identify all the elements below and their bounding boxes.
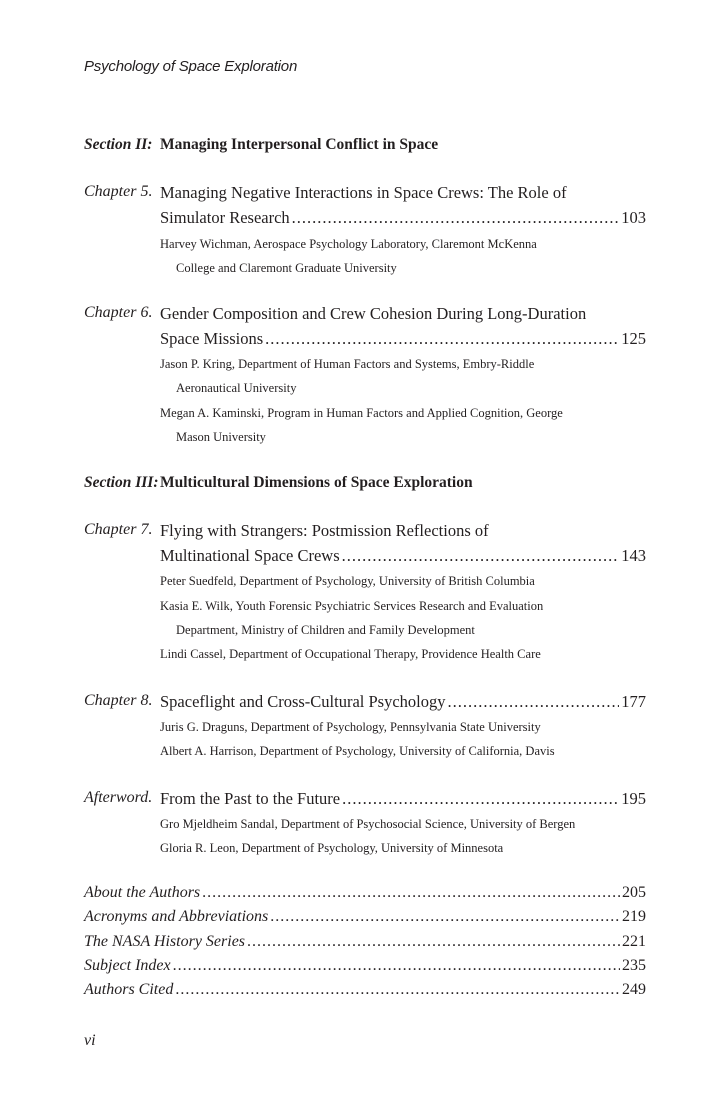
author-line: Juris G. Draguns, Department of Psychology, Pennsylvania State University: [160, 720, 541, 734]
back-matter-title: Authors Cited: [84, 981, 174, 998]
chapter-label: Afterword.: [84, 789, 153, 806]
dot-leader: [202, 884, 620, 902]
author-line: Gloria R. Leon, Department of Psychology, University of Minnesota: [160, 841, 504, 855]
toc-entry-line[interactable]: [160, 546, 646, 566]
back-matter-entry[interactable]: [84, 933, 646, 951]
toc-entry-line[interactable]: [160, 789, 646, 809]
page-number: 205: [622, 884, 646, 901]
dot-leader: [270, 908, 620, 926]
section-label: Section III:: [84, 474, 159, 491]
author-line: Aeronautical University: [176, 381, 297, 395]
chapter-title-line: From the Past to the Future: [160, 789, 341, 808]
dot-leader: [448, 692, 620, 712]
chapter-title-line: Flying with Strangers: Postmission Reflections of: [160, 521, 489, 540]
author-line: Mason University: [176, 430, 266, 444]
dot-leader: [342, 546, 620, 566]
page-folio: vi: [84, 1032, 96, 1049]
page-number: 103: [621, 208, 646, 227]
running-head: Psychology of Space Exploration: [84, 58, 298, 75]
page-number: 125: [621, 329, 646, 348]
section-heading: [84, 474, 473, 492]
toc-entry-line[interactable]: [160, 692, 646, 712]
back-matter-title: Subject Index: [84, 957, 171, 974]
chapter-label: Chapter 8.: [84, 692, 153, 709]
page-number: 221: [622, 933, 646, 950]
section-label: Section II:: [84, 136, 153, 153]
back-matter-title: The NASA History Series: [84, 933, 246, 950]
chapter-label: Chapter 7.: [84, 521, 153, 538]
page-number: 249: [622, 981, 646, 998]
author-line: Harvey Wichman, Aerospace Psychology Laboratory, Claremont McKenna: [160, 237, 537, 251]
page-number: 235: [622, 957, 646, 974]
back-matter-title: About the Authors: [84, 884, 201, 901]
dot-leader: [265, 329, 619, 349]
chapter-title-line: Gender Composition and Crew Cohesion During Long-Duration: [160, 304, 587, 323]
author-line: College and Claremont Graduate University: [176, 261, 397, 275]
back-matter-entry[interactable]: [84, 884, 646, 902]
chapter-title-line: Multinational Space Crews: [160, 546, 340, 565]
chapter-title-line: Simulator Research: [160, 208, 290, 227]
author-line: Megan A. Kaminski, Program in Human Factors and Applied Cognition, George: [160, 406, 563, 420]
dot-leader: [342, 789, 619, 809]
section-title: Multicultural Dimensions of Space Exploration: [160, 474, 473, 491]
chapter-title-line: Space Missions: [160, 329, 264, 348]
author-line: Gro Mjeldheim Sandal, Department of Psychosocial Science, University of Bergen: [160, 817, 576, 831]
page-number: 143: [621, 546, 646, 565]
section-heading: [84, 136, 439, 154]
author-line: Lindi Cassel, Department of Occupational Therapy, Providence Health Care: [160, 647, 541, 661]
toc-entry-line[interactable]: [160, 208, 646, 228]
author-line: Kasia E. Wilk, Youth Forensic Psychiatric Services Research and Evaluation: [160, 599, 544, 613]
chapter-title-line: Spaceflight and Cross-Cultural Psychology: [160, 692, 446, 711]
page-number: 177: [621, 692, 646, 711]
author-line: Peter Suedfeld, Department of Psychology, University of British Columbia: [160, 574, 535, 588]
dot-leader: [173, 957, 620, 975]
dot-leader: [292, 208, 620, 228]
toc-entry-line[interactable]: [160, 329, 646, 349]
chapter-label: Chapter 5.: [84, 183, 153, 200]
author-line: Albert A. Harrison, Department of Psychology, University of California, Davis: [160, 744, 555, 758]
chapter-title-line: Managing Negative Interactions in Space Crews: The Role of: [160, 183, 567, 202]
section-title: Managing Interpersonal Conflict in Space: [160, 136, 439, 153]
chapter-label: Chapter 6.: [84, 304, 153, 321]
author-line: Department, Ministry of Children and Family Development: [176, 623, 475, 637]
author-line: Jason P. Kring, Department of Human Factors and Systems, Embry-Riddle: [160, 357, 535, 371]
back-matter-entry[interactable]: [84, 908, 646, 926]
dot-leader: [247, 933, 620, 951]
dot-leader: [175, 981, 620, 999]
page-number: 219: [622, 908, 646, 925]
page-number: 195: [621, 789, 646, 808]
back-matter-title: Acronyms and Abbreviations: [84, 908, 269, 925]
back-matter-entry[interactable]: [84, 981, 646, 999]
back-matter-entry[interactable]: [84, 957, 646, 975]
